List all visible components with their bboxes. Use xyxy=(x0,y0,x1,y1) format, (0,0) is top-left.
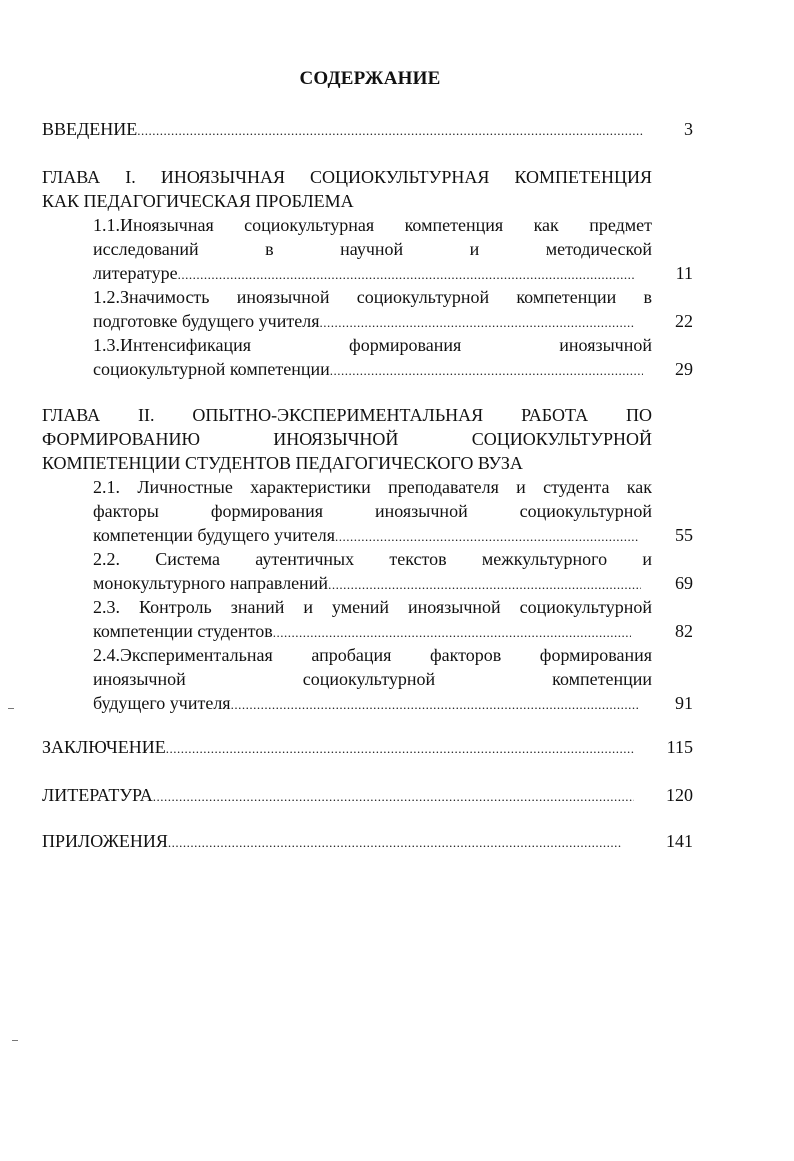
dot-leader xyxy=(168,831,622,855)
toc-page-number: 22 xyxy=(675,311,693,331)
dot-leader xyxy=(319,311,635,335)
toc-entry-label: ВВЕДЕНИЕ xyxy=(42,119,138,139)
toc-entry-label: компетенции будущего учителя xyxy=(93,525,335,545)
toc-entry-label: ЛИТЕРАТУРА xyxy=(42,785,153,805)
toc-page-number: 115 xyxy=(666,737,693,757)
section-2-4-line1: 2.4.Экспериментальная апробация факторов формирования xyxy=(93,645,652,665)
dot-leader xyxy=(273,621,631,645)
toc-page-number: 11 xyxy=(675,263,693,283)
toc-entry-label: подготовке будущего учителя xyxy=(93,311,320,331)
section-1-1-line2: исследований в научной и методической xyxy=(93,239,652,259)
chapter-2-heading-cont-2: КОМПЕТЕНЦИИ СТУДЕНТОВ ПЕДАГОГИЧЕСКОГО ВУЗА xyxy=(42,453,523,473)
section-1-2-line2 xyxy=(93,309,641,335)
chapter-1-heading: ГЛАВА I. ИНОЯЗЫЧНАЯ СОЦИОКУЛЬТУРНАЯ КОМПЕТЕНЦИЯ xyxy=(42,167,652,187)
section-1-2-line1: 1.2.Значимость иноязычной социокультурной компетенции в xyxy=(93,287,652,307)
dot-leader xyxy=(178,263,635,287)
section-2-1-line3 xyxy=(93,523,645,549)
section-2-2-line2 xyxy=(93,571,647,597)
toc-entry-appendices xyxy=(42,829,628,855)
toc-entry-label: ПРИЛОЖЕНИЯ xyxy=(42,831,168,851)
toc-page-number: 120 xyxy=(666,785,693,805)
section-2-3-line1: 2.3. Контроль знаний и умений иноязычной социокультурной xyxy=(93,597,652,617)
section-2-4-line3 xyxy=(93,691,645,717)
toc-entry-label: социокультурной компетенции xyxy=(93,359,330,379)
section-2-1-line2: факторы формирования иноязычной социокультурной xyxy=(93,501,652,521)
toc-page-number: 55 xyxy=(675,525,693,545)
toc-entry-label: литературе xyxy=(93,263,178,283)
section-2-3-line2 xyxy=(93,619,637,645)
dot-leader xyxy=(166,737,634,761)
chapter-2-heading: ГЛАВА II. ОПЫТНО-ЭКСПЕРИМЕНТАЛЬНАЯ РАБОТА ПО xyxy=(42,405,652,425)
chapter-1-heading-cont: КАК ПЕДАГОГИЧЕСКАЯ ПРОБЛЕМА xyxy=(42,191,354,211)
toc-entry-label: компетенции студентов xyxy=(93,621,273,641)
toc-entry-label: будущего учителя xyxy=(93,693,231,713)
section-2-2-line1: 2.2. Система аутентичных текстов межкультурного и xyxy=(93,549,652,569)
toc-page-number: 141 xyxy=(666,831,693,851)
scan-artifact xyxy=(8,708,14,709)
dot-leader xyxy=(330,359,643,383)
section-1-1-line3 xyxy=(93,261,641,287)
toc-page-number: 3 xyxy=(684,119,693,139)
toc-page-number: 69 xyxy=(675,573,693,593)
toc-entry-intro xyxy=(42,117,650,143)
toc-page-number: 82 xyxy=(675,621,693,641)
toc-page-number: 29 xyxy=(675,359,693,379)
section-1-1-line1: 1.1.Иноязычная социокультурная компетенция как предмет xyxy=(93,215,652,235)
section-2-1-line1: 2.1. Личностные характеристики преподавателя и студента как xyxy=(93,477,652,497)
chapter-2-heading-cont: ФОРМИРОВАНИЮ ИНОЯЗЫЧНОЙ СОЦИОКУЛЬТУРНОЙ xyxy=(42,429,652,449)
toc-entry-literature xyxy=(42,783,640,809)
dot-leader xyxy=(335,525,639,549)
dot-leader xyxy=(153,785,634,809)
section-1-3-line1: 1.3.Интенсификация формирования иноязычной xyxy=(93,335,652,355)
toc-page-number: 91 xyxy=(675,693,693,713)
section-1-3-line2 xyxy=(93,357,649,383)
dot-leader xyxy=(137,119,644,143)
page-title: СОДЕРЖАНИЕ xyxy=(299,68,441,89)
dot-leader xyxy=(328,573,641,597)
dot-leader xyxy=(231,693,639,717)
toc-entry-conclusion xyxy=(42,735,640,761)
scan-artifact xyxy=(12,1040,18,1041)
toc-entry-label: ЗАКЛЮЧЕНИЕ xyxy=(42,737,166,757)
section-2-4-line2: иноязычной социокультурной компетенции xyxy=(93,669,652,689)
toc-entry-label: монокультурного направлений xyxy=(93,573,329,593)
